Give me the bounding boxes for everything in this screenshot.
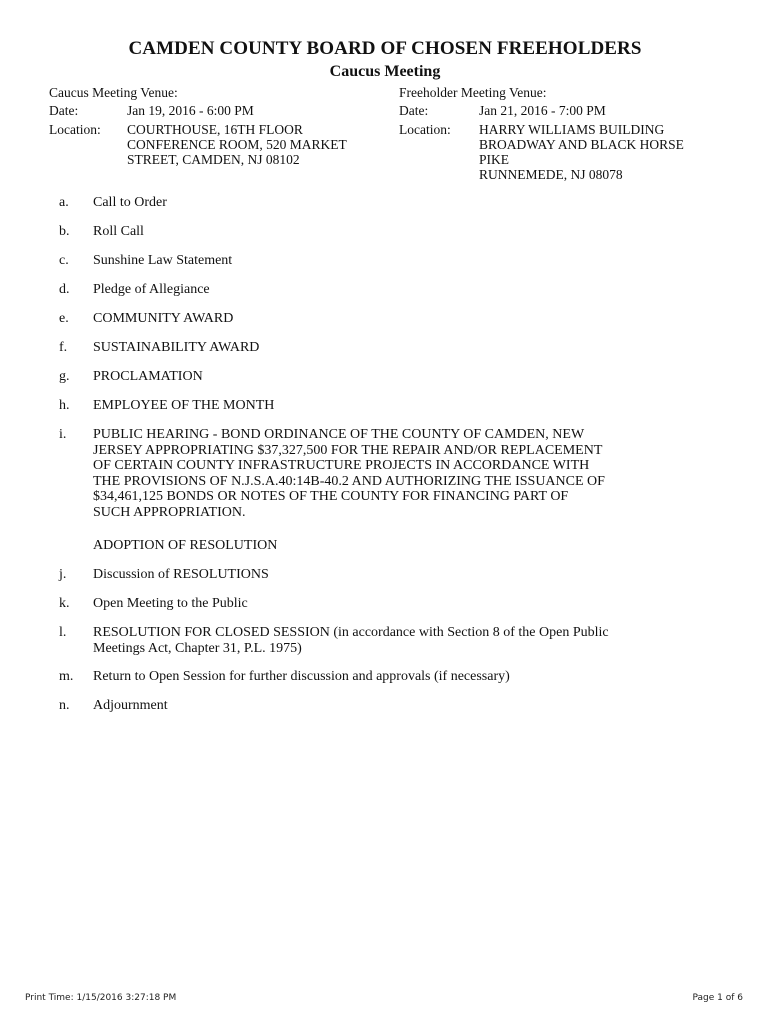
agenda-item-text: PROCLAMATION [93, 369, 203, 384]
agenda-item-text: SUCH APPROPRIATION. [93, 504, 246, 520]
agenda-item-letter: b. [59, 224, 70, 239]
document-subtitle: Caucus Meeting [329, 63, 441, 80]
freeholder-date: Jan 21, 2016 - 7:00 PM [479, 103, 606, 118]
caucus-location-line: STREET, CAMDEN, NJ 08102 [127, 152, 300, 167]
document-title: CAMDEN COUNTY BOARD OF CHOSEN FREEHOLDERS [128, 38, 642, 59]
agenda-item-letter: g. [59, 369, 70, 384]
caucus-venue-block [49, 85, 394, 167]
agenda-item-letter: e. [59, 311, 69, 326]
agenda-item-letter: h. [59, 398, 70, 413]
caucus-venue-heading: Caucus Meeting Venue: [49, 85, 178, 100]
agenda-item-text: Meetings Act, Chapter 31, P.L. 1975) [93, 640, 302, 656]
agenda-item-letter: d. [59, 282, 70, 297]
agenda-item [59, 625, 749, 656]
caucus-date: Jan 19, 2016 - 6:00 PM [127, 103, 254, 118]
agenda-item-text: Adjournment [93, 698, 168, 713]
agenda-item-text: PUBLIC HEARING - BOND ORDINANCE OF THE COUNTY OF CAMDEN, NEW [93, 427, 585, 442]
agenda-item [59, 398, 749, 414]
caucus-location [127, 122, 394, 167]
agenda-item [59, 224, 749, 240]
caucus-location-line: COURTHOUSE, 16TH FLOOR [127, 122, 303, 137]
agenda-item-letter: c. [59, 253, 69, 268]
agenda-item-text: Open Meeting to the Public [93, 596, 248, 611]
agenda-item-text: Sunshine Law Statement [93, 253, 233, 268]
freeholder-location-line: PIKE [479, 152, 509, 167]
agenda-item-text: EMPLOYEE OF THE MONTH [93, 398, 275, 413]
agenda-item-text: SUSTAINABILITY AWARD [93, 340, 260, 355]
caucus-location-label: Location: [49, 122, 101, 137]
agenda-item [59, 282, 749, 298]
freeholder-location-line: BROADWAY AND BLACK HORSE [479, 137, 684, 152]
agenda-item-letter: k. [59, 596, 70, 611]
agenda-item [59, 596, 749, 612]
freeholder-date-label: Date: [399, 103, 429, 118]
agenda-item-text: THE PROVISIONS OF N.J.S.A.40:14B-40.2 AND AUTHORIZING THE ISSUANCE OF [93, 473, 605, 489]
freeholder-venue-heading: Freeholder Meeting Venue: [399, 85, 547, 100]
agenda-item-letter: n. [59, 698, 70, 713]
agenda-item [59, 427, 749, 520]
agenda-item-text: Pledge of Allegiance [93, 282, 210, 297]
freeholder-venue-block [399, 85, 749, 182]
agenda-item-letter: l. [59, 625, 67, 640]
agenda-item [59, 698, 749, 714]
agenda-item-letter: j. [59, 567, 67, 582]
agenda-item [59, 195, 749, 211]
agenda-item-text: Call to Order [93, 195, 167, 210]
agenda-item-letter: f. [59, 340, 68, 355]
agenda-item-letter: i. [59, 427, 67, 442]
page-number: Page 1 of 6 [692, 993, 743, 1003]
freeholder-location [479, 122, 749, 182]
freeholder-location-label: Location: [399, 122, 451, 137]
agenda-item [59, 311, 749, 327]
caucus-location-line: CONFERENCE ROOM, 520 MARKET [127, 137, 347, 152]
agenda-item-letter: a. [59, 195, 69, 210]
caucus-date-label: Date: [49, 103, 79, 118]
agenda-item [59, 567, 749, 583]
agenda-item-text: Discussion of RESOLUTIONS [93, 567, 269, 582]
freeholder-location-line: HARRY WILLIAMS BUILDING [479, 122, 665, 137]
agenda-item [59, 253, 749, 269]
agenda-item-text: Roll Call [93, 224, 144, 239]
agenda-item-text: JERSEY APPROPRIATING $37,327,500 FOR THE REPAIR AND/OR REPLACEMENT [93, 442, 603, 458]
agenda-item-subtext: ADOPTION OF RESOLUTION [93, 538, 278, 553]
agenda-item-letter: m. [59, 669, 74, 684]
agenda-item-text: $34,461,125 BONDS OR NOTES OF THE COUNTY FOR FINANCING PART OF [93, 489, 569, 504]
agenda-item-text: Return to Open Session for further discussion and approvals (if necessary) [93, 669, 510, 684]
agenda-item-text: OF CERTAIN COUNTY INFRASTRUCTURE PROJECTS IN ACCORDANCE WITH [93, 458, 590, 473]
print-time: Print Time: 1/15/2016 3:27:18 PM [25, 993, 177, 1003]
freeholder-location-line: RUNNEMEDE, NJ 08078 [479, 167, 623, 182]
agenda-item [59, 669, 749, 685]
agenda-item-text: RESOLUTION FOR CLOSED SESSION (in accordance with Section 8 of the Open Public [93, 625, 609, 640]
agenda-item-text: COMMUNITY AWARD [93, 311, 234, 326]
agenda-item [59, 369, 749, 385]
agenda-item [59, 340, 749, 356]
